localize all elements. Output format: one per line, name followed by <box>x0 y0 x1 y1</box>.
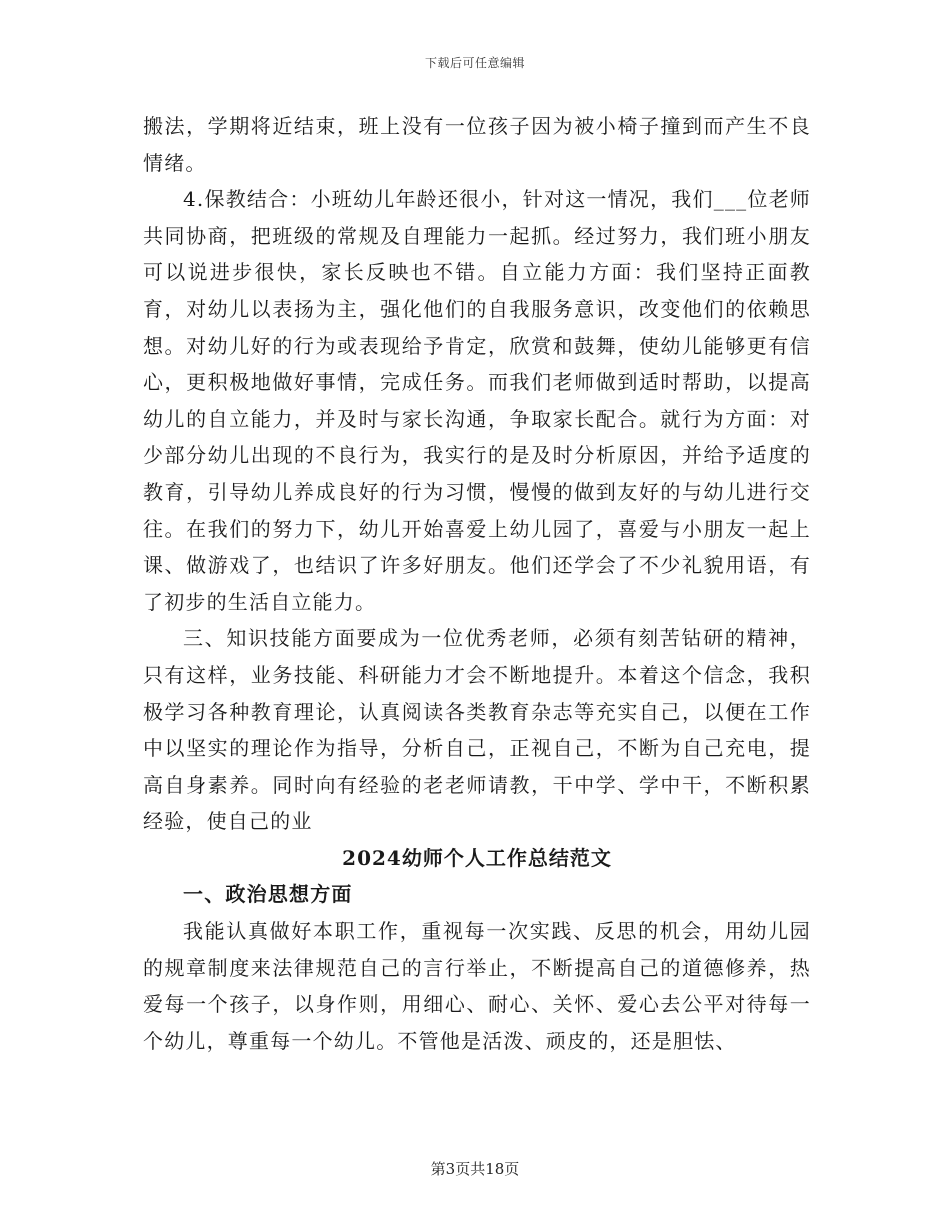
document-title: 2024幼师个人工作总结范文 <box>342 845 612 870</box>
paragraph-care-education: 4.保教结合：小班幼儿年龄还很小，针对这一情况，我们___位老师共同协商，把班级的常规及自理能力一起抓。经过努力，我们班小朋友可以说进步很快，家长反映也不错。自立能力方面：我们坚持正面教育，对幼儿以表扬为主，强化他们的自我服务意识，改变他们的依赖思想。对幼儿好的行为或表现给予肯定，欣赏和鼓舞，使幼儿能够更有信心，更积极地做好事情，完成任务。而我们老师做到适时帮助，以提高幼儿的自立能力，并及时与家长沟通，争取家长配合。就行为方面：对少部分幼儿出现的不良行为，我实行的是及时分析原因，并给予适度的教育，引导幼儿养成良好的行为习惯，慢慢的做到友好的与幼儿进行交往。在我们的努力下，幼儿开始喜爱上幼儿园了，喜爱与小朋友一起上课、做游戏了，也结识了许多好朋友。他们还学会了不少礼貌用语，有了初步的生活自立能力。 <box>143 187 811 614</box>
document-body <box>143 108 811 1059</box>
page-header: 下载后可任意编辑 <box>424 56 525 70</box>
paragraph-continuation: 搬法，学期将近结束，班上没有一位孩子因为被小椅子撞到而产生不良情绪。 <box>143 114 811 175</box>
page-number-footer: 第3页共18页 <box>430 1160 520 1178</box>
paragraph-knowledge-skills: 三、知识技能方面要成为一位优秀老师，必须有刻苦钻研的精神，只有这样，业务技能、科研能力才会不断地提升。本着这个信念，我积极学习各种教育理论，认真阅读各类教育杂志等充实自己，以便在工作中以坚实的理论作为指导，分析自己，正视自己，不断为自己充电，提高自身素养。同时向有经验的老老师请教，干中学、学中干，不断积累经验，使自己的业 <box>143 626 811 834</box>
paragraph-politics: 我能认真做好本职工作，重视每一次实践、反思的机会，用幼儿园的规章制度来法律规范自己的言行举止，不断提高自己的道德修养，热爱每一个孩子，以身作则，用细心、耐心、关怀、爱心去公平对待每一个幼儿，尊重每一个幼儿。不管他是活泼、顽皮的，还是胆怯、 <box>143 919 811 1053</box>
section-heading-politics: 一、政治思想方面 <box>183 882 353 907</box>
